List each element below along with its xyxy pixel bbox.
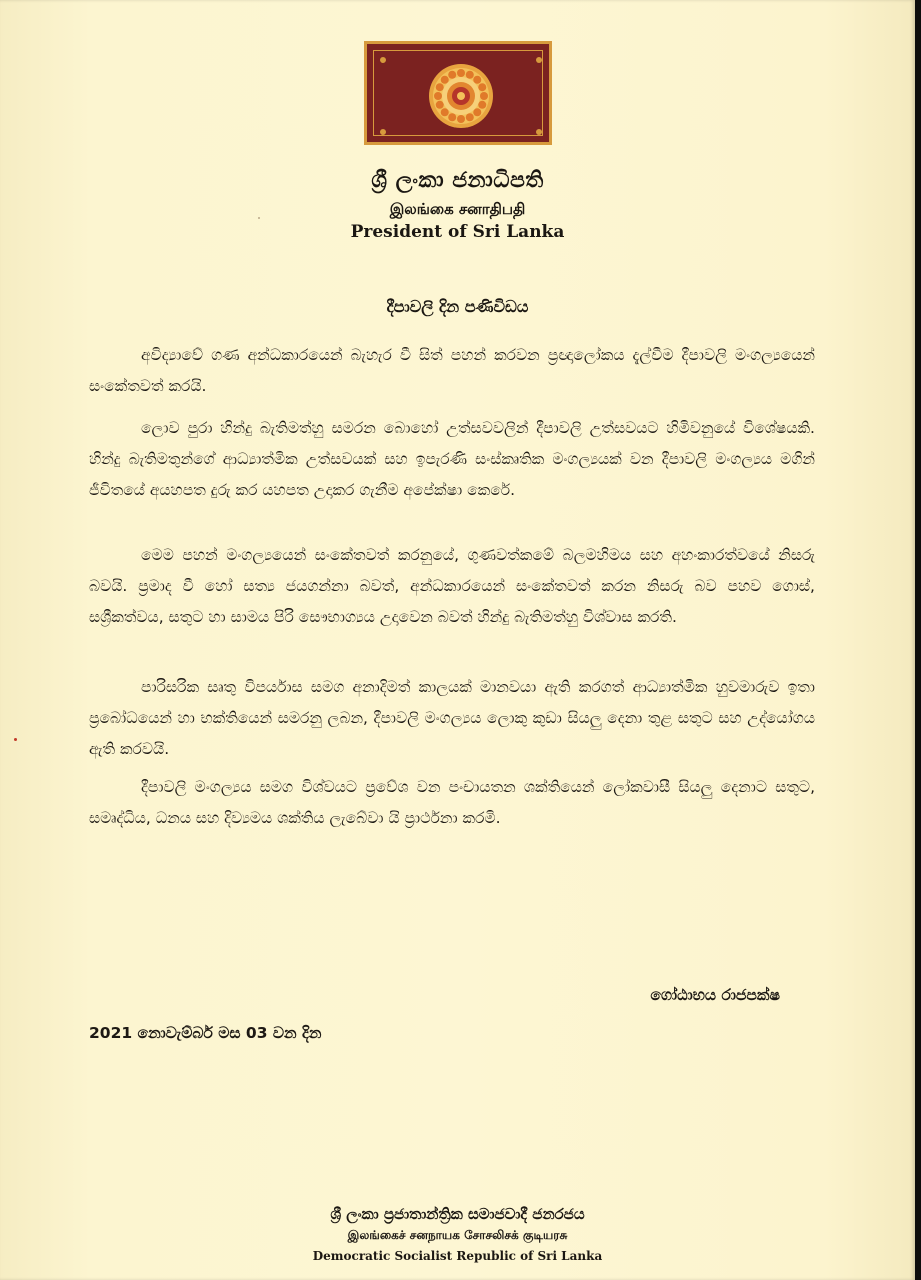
ink-speck: [14, 738, 17, 741]
letter-paragraph: දීපාවලි මංගල්‍යය සමග විශ්වයට ප්‍රවේශ වන පංචායතන ශක්තියෙන් ලෝකවාසී සියලු දෙනාට සතුට, සමෘද්ධිය, ධනය සහ දිව්‍යමය ශක්තිය ලැබේවා යි ප්‍රාර්ථනා කරමි.: [89, 778, 815, 827]
letter-subject: දීපාවලි දින පණිවිඩය: [386, 297, 529, 316]
footer-sinhala: ශ්‍රී ලංකා ප්‍රජාතාන්ත්‍රික සමාජවාදී ජනරජය: [330, 1205, 585, 1223]
letter-paragraph: ලොව පුරා හින්දු බැතිමත්හු සමරන බොහෝ උත්සවවලින් දීපාවලි උත්සවයට හිමිවනුයේ විශේෂයකි. හින්දු බැතිමතුන්ගේ ආධ්‍යාත්මික උත්සවයක් සහ ඉපැරණි සංස්කෘතික මංගල්‍යයක් වන දීපාවලි මංගල්‍යය මගින් ජීවිතයේ අයහපත දුරු කර යහපත උදාකර ගැනීම අපේක්ෂා කෙරේ.: [89, 419, 815, 499]
header-title-english: President of Sri Lanka: [350, 222, 565, 242]
header-title-sinhala: ශ්‍රී ලංකා ජනාධිපති: [371, 168, 544, 193]
letter-paragraph: මෙම පහන් මංගල්‍යයෙන් සංකේතවත් කරනුයේ, ගුණවත්කමේ බලමහිමය සහ අහංකාරත්වයේ නිසරු බවයි. ප්‍රමාද වී හෝ සත්‍ය ජයගන්නා බවත්, අන්ධකාරයෙන් සංකේතවත් කරන නිසරු බව පහව ගොස්, සශ්‍රීකත්වය, සතුට හා සාමය පිරි සෞභාග්‍යය උදාවෙන බවත් හින්දු බැතිමත්හු විශ්වාස කරති.: [89, 546, 815, 626]
letter-date: 2021 නොවැම්බර් මස 03 වන දින: [89, 1024, 322, 1042]
ink-speck: [258, 217, 260, 219]
scan-edge: [915, 0, 921, 1280]
footer-tamil: இலங்கைச் சனநாயக சோசலிசக் குடியரசு: [347, 1228, 568, 1242]
letter-paragraph: අවිද්‍යාවේ ගණ අන්ධකාරයෙන් බැහැර වී සිත් පහන් කරවන ප්‍රඥාලෝකය දැල්වීම දීපාවලි මංගල්‍යයෙන් සංකේතවත් කරයි.: [89, 346, 815, 395]
letter-paragraph: පාරිසරික සෘතු විපර්යාස සමග අනාදිමත් කාලයක් මානවයා ඇති කරගත් ආධ්‍යාත්මික හුවමාරුව ඉතා ප්‍රබෝධයෙන් හා භක්තියෙන් සමරනු ලබන, දීපාවලි මංගල්‍යය ලොකු කුඩා සියලු දෙනා තුළ සතුට සහ උද්යෝගය ඇති කරවයි.: [89, 678, 815, 758]
signature-name: ගෝඨාභය රාජපක්ෂ: [650, 986, 780, 1004]
footer-english: Democratic Socialist Republic of Sri Lanka: [312, 1249, 603, 1263]
header-title-tamil: இலங்கை சனாதிபதி: [389, 200, 526, 218]
presidential-emblem-icon: [364, 41, 552, 145]
